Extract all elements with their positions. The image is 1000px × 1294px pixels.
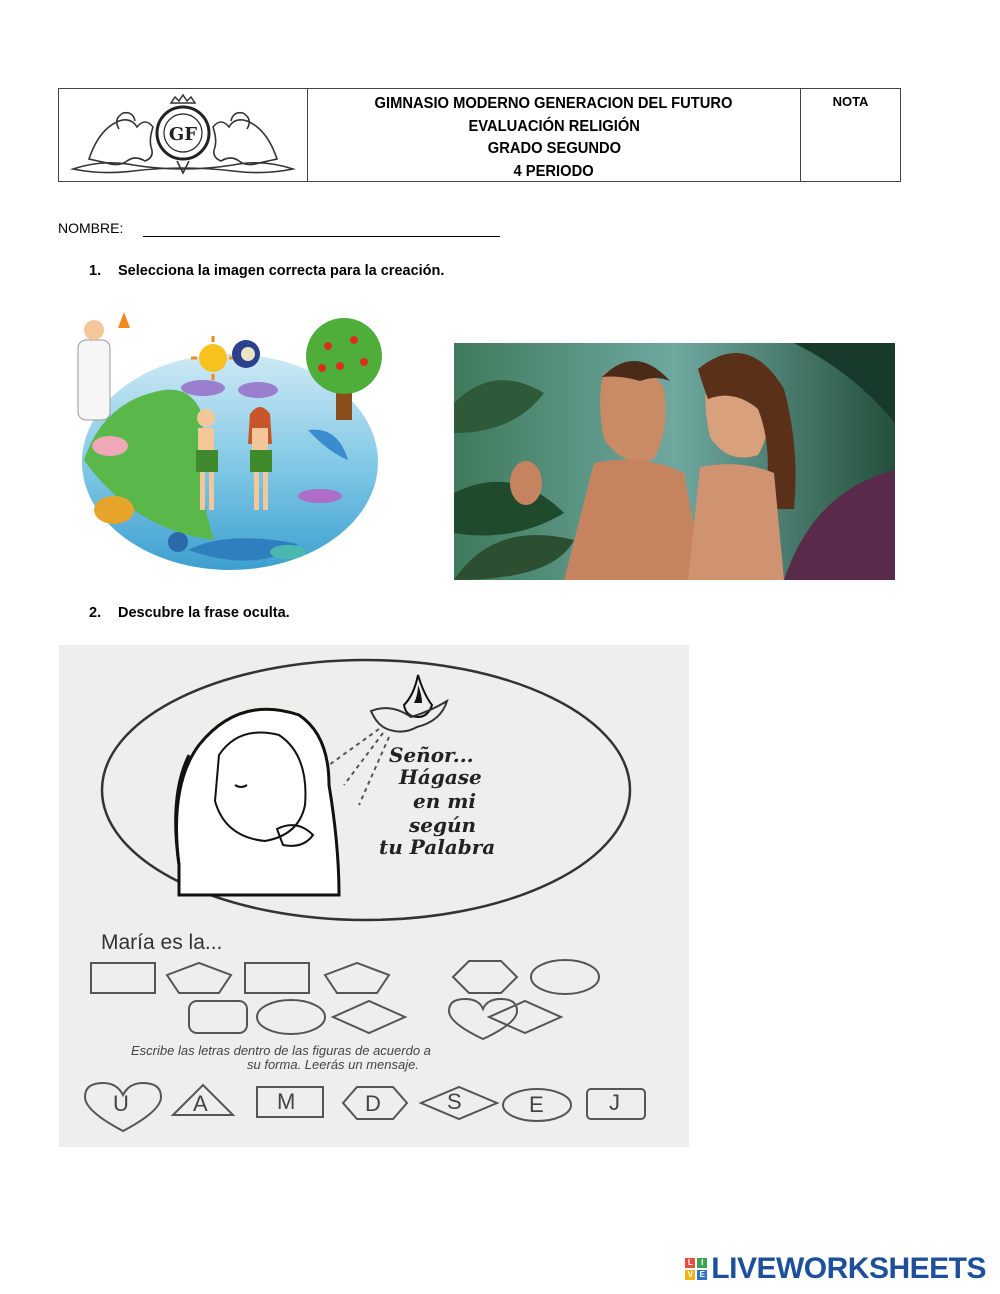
key-letter-triangle: A [193, 1091, 208, 1116]
key-letter-rectangle: M [277, 1089, 296, 1114]
key-letter-diamond: S [447, 1089, 462, 1114]
school-logo-cell [59, 89, 308, 181]
logo-block-e: E [697, 1270, 707, 1280]
phrase-line-3: en mi [413, 789, 476, 813]
liveworksheets-icon [685, 1258, 707, 1280]
puzzle-prompt: María es la... [101, 931, 223, 954]
key-letter-hexagon: D [365, 1091, 381, 1116]
question-number: 2. [89, 605, 102, 621]
phrase-line-1: Señor... [389, 743, 474, 767]
logo-initials: GF [168, 124, 198, 145]
adam-eve-image-option[interactable] [454, 343, 895, 580]
nota-cell[interactable] [801, 89, 900, 181]
title-cell [308, 89, 801, 181]
question-text: Selecciona la imagen correcta para la creación. [118, 263, 445, 279]
question-2 [89, 605, 290, 621]
logo-block-v: V [685, 1270, 695, 1280]
name-input-line[interactable] [143, 236, 500, 237]
phrase-line-4: según [409, 813, 477, 837]
question-1 [89, 263, 444, 279]
key-letter-oval: E [529, 1092, 544, 1117]
logo-block-i: I [697, 1258, 707, 1268]
phrase-line-2: Hágase [399, 765, 482, 789]
liveworksheets-wordmark: LIVEWORKSHEETS [711, 1252, 986, 1285]
name-label: NOMBRE: [58, 220, 124, 236]
nota-label: NOTA [832, 94, 869, 109]
phrase-line-5: tu Palabra [379, 835, 496, 859]
creation-illustration-option[interactable] [58, 310, 420, 576]
creation-cartoon-image [58, 310, 420, 576]
liveworksheets-logo[interactable] [685, 1252, 986, 1286]
school-crest-logo [59, 89, 307, 181]
hidden-phrase-puzzle [59, 645, 689, 1147]
question-number: 1. [89, 263, 102, 279]
period-label: 4 PERIODO [513, 162, 595, 180]
key-letter-heart: U [113, 1091, 129, 1116]
exam-title: EVALUACIÓN RELIGIÓN [468, 117, 640, 135]
puzzle-instruction-line-1: Escribe las letras dentro de las figuras de acuerdo a [131, 1043, 431, 1058]
grade-label: GRADO SEGUNDO [487, 140, 621, 157]
question-text: Descubre la frase oculta. [118, 605, 290, 621]
header-table [58, 88, 901, 182]
puzzle-instruction-line-2: su forma. Leerás un mensaje. [247, 1057, 419, 1072]
key-letter-rounded-square: J [609, 1090, 620, 1115]
school-name: GIMNASIO MODERNO GENERACION DEL FUTURO [375, 95, 733, 112]
logo-block-l: L [685, 1258, 695, 1268]
adam-eve-garden-image [454, 343, 895, 580]
